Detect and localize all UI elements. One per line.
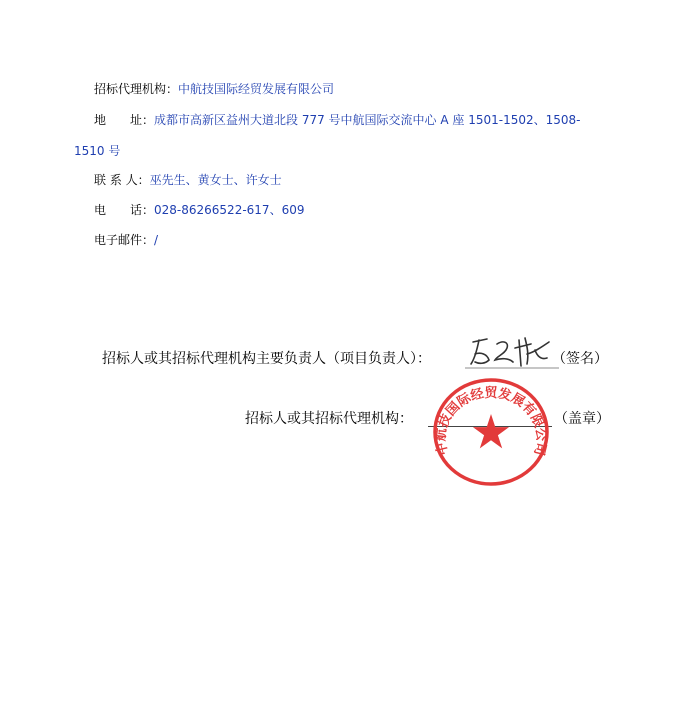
sign-suffix: （签名） [552,351,608,367]
stamp-suffix: （盖章） [554,411,610,427]
agency-stamp-label: 招标人或其招标代理机构： [245,411,413,427]
address-row [94,112,580,128]
address-value-line2: 1510 号 [74,144,121,158]
address-value-line1: 成都市高新区益州大道北段 777 号中航国际交流中心 A 座 1501-1502、1508- [154,113,581,127]
address-label: 地 址： [94,113,155,127]
phone-value: 028-86266522-617、609 [154,203,305,217]
company-seal [430,376,552,488]
email-row [94,232,158,248]
phone-row [94,202,304,218]
handwritten-signature [465,330,561,370]
email-value: / [154,233,159,247]
responsible-label: 招标人或其招标代理机构主要负责人（项目负责人）： [102,351,431,367]
agency-value: 中航技国际经贸发展有限公司 [178,82,335,96]
email-label: 电子邮件： [94,233,155,247]
contact-label: 联 系 人： [94,173,150,187]
contact-row [94,172,282,188]
agency-row [94,81,334,97]
seal-text: 中航技国际经贸发展有限公司 [433,385,549,457]
star-icon [473,414,509,448]
agency-label: 招标代理机构： [94,82,179,96]
phone-label: 电 话： [94,203,155,217]
contact-value: 巫先生、黄女士、许女士 [149,173,282,187]
